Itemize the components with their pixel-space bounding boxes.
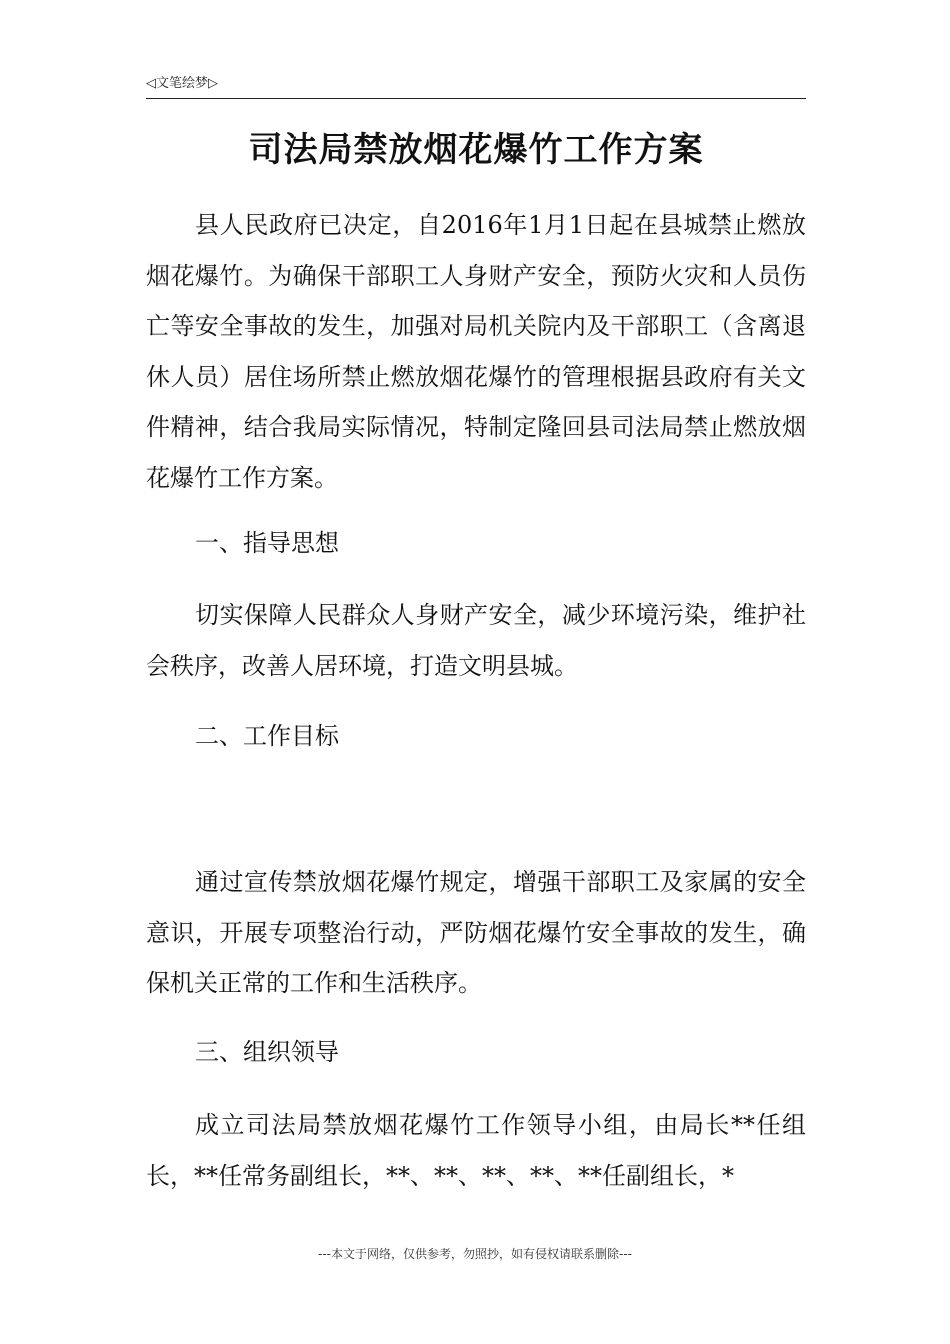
section-body-leadership: 成立司法局禁放烟花爆竹工作领导小组，由局长**任组长，**任常务副组长，**、**、**、**、**任副组长，* (146, 1111, 806, 1190)
section-heading-guiding-principle: 一、指导思想 (195, 529, 339, 557)
section-heading-work-goals: 二、工作目标 (195, 722, 339, 750)
page-header (146, 74, 806, 99)
document-title: 司法局禁放烟花爆竹工作方案 (248, 130, 704, 170)
header-label: ◁文笔绘梦▷ (146, 76, 218, 91)
section-body-work-goals: 通过宣传禁放烟花爆竹规定，增强干部职工及家属的安全意识，开展专项整治行动，严防烟花爆竹安全事故的发生，确保机关正常的工作和生活秩序。 (146, 868, 806, 997)
page-footer: ---本文于网络，仅供参考，勿照抄，如有侵权请联系删除--- (318, 1247, 632, 1261)
section-body-guiding-principle: 切实保障人民群众人身财产安全，减少环境污染，维护社会秩序，改善人居环境，打造文明县城。 (146, 601, 806, 680)
intro-paragraph: 县人民政府已决定，自2016年1月1日起在县城禁止燃放烟花爆竹。为确保干部职工人身财产安全，预防火灾和人员伤亡等安全事故的发生，加强对局机关院内及干部职工（含离退休人员）居住场所禁止燃放烟花爆竹的管理根据县政府有关文件精神，结合我局实际情况，特制定隆回县司法局禁止燃放烟花爆竹工作方案。 (146, 211, 806, 492)
section-heading-leadership: 三、组织领导 (195, 1038, 339, 1066)
